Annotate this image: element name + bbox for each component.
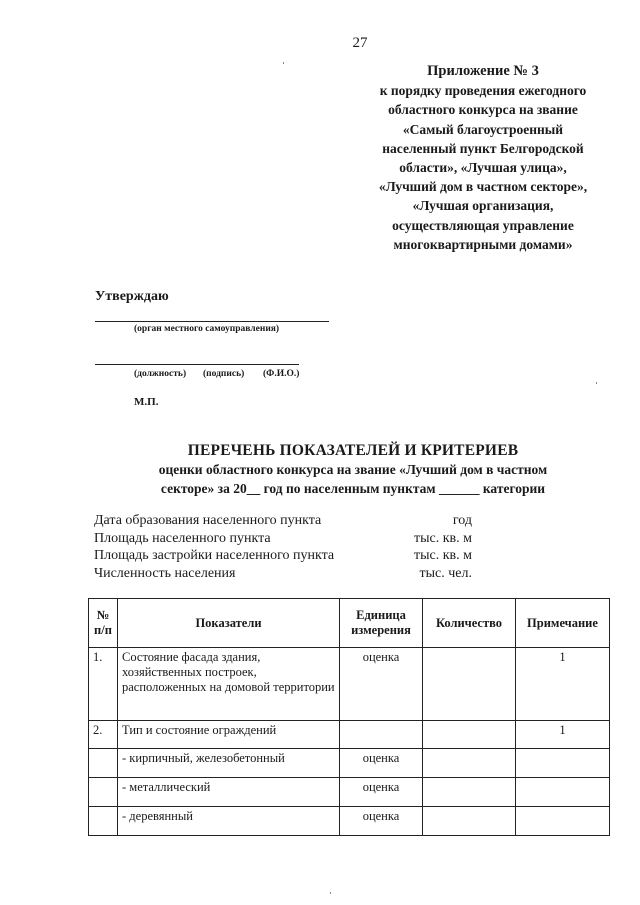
row-indicator: Тип и состояние ограждений — [118, 721, 340, 749]
header-note: Примечание — [516, 599, 610, 648]
scan-speck — [596, 382, 597, 384]
appendix-line: многоквартирными домами» — [393, 236, 573, 252]
row-indicator: Состояние фасада здания, хозяйственных построек, расположенных на домовой территории — [118, 648, 340, 721]
info-unit: тыс. чел. — [419, 565, 472, 581]
scan-speck — [330, 892, 331, 894]
document-title-line: секторе» за 20__ год по населенным пунктам ______ категории — [160, 481, 546, 496]
table-row — [89, 721, 610, 749]
approve-label: Утверждаю — [95, 289, 169, 304]
info-unit: тыс. кв. м — [413, 548, 472, 563]
header-unit: Единица измерения — [340, 599, 423, 648]
scan-speck — [283, 62, 284, 64]
document-title-main: ПЕРЕЧЕНЬ ПОКАЗАТЕЛЕЙ И КРИТЕРИЕВ — [187, 442, 519, 459]
appendix-header — [352, 62, 614, 254]
document-title-line: оценки областного конкурса на звание «Лучший дом в частном — [158, 462, 548, 477]
row-quantity — [423, 648, 516, 721]
row-indicator: - металлический — [118, 778, 340, 807]
authority-caption: (орган местного самоуправления) — [134, 324, 280, 334]
appendix-line: «Лучший дом в частном секторе», — [378, 179, 588, 195]
table-row — [89, 749, 610, 778]
header-quantity: Количество — [423, 599, 516, 648]
row-note: 1 — [516, 648, 610, 721]
row-unit — [340, 721, 423, 749]
row-note — [516, 807, 610, 836]
appendix-line: «Лучшая организация, — [412, 198, 554, 214]
row-num: 2. — [89, 721, 118, 749]
stamp-label: М.П. — [134, 396, 159, 408]
row-unit: оценка — [340, 807, 423, 836]
info-row — [94, 530, 472, 548]
row-indicator: - деревянный — [118, 807, 340, 836]
row-quantity — [423, 721, 516, 749]
appendix-line: населенный пункт Белгородской — [382, 140, 584, 156]
table-row — [89, 648, 610, 721]
position-caption: (должность) — [134, 369, 187, 379]
indicators-table — [88, 598, 610, 836]
row-note: 1 — [516, 721, 610, 749]
appendix-line: к порядку проведения ежегодного — [379, 83, 587, 99]
row-quantity — [423, 807, 516, 836]
table-row — [89, 807, 610, 836]
row-num — [89, 749, 118, 778]
info-label: Численность населения — [94, 565, 236, 581]
appendix-line: «Самый благоустроенный — [402, 121, 564, 137]
table-header-row — [89, 599, 610, 648]
row-unit: оценка — [340, 778, 423, 807]
info-row — [94, 565, 472, 583]
row-indicator: - кирпичный, железобетонный — [118, 749, 340, 778]
row-num — [89, 778, 118, 807]
info-row — [94, 512, 472, 530]
header-num: № п/п — [89, 599, 118, 648]
appendix-line: области», «Лучшая улица», — [399, 160, 567, 176]
appendix-line: осуществляющая управление — [392, 217, 574, 233]
row-quantity — [423, 749, 516, 778]
document-title — [120, 441, 586, 498]
row-note — [516, 778, 610, 807]
official-signature-line — [95, 364, 299, 365]
table-row — [89, 778, 610, 807]
info-label: Площадь населенного пункта — [94, 530, 271, 546]
header-indicator: Показатели — [118, 599, 340, 648]
row-unit: оценка — [340, 648, 423, 721]
info-unit: тыс. кв. м — [413, 530, 472, 546]
signature-caption: (подпись) — [203, 369, 245, 379]
row-quantity — [423, 778, 516, 807]
name-caption: (Ф.И.О.) — [263, 369, 300, 379]
authority-signature-line — [95, 321, 329, 322]
info-label: Площадь застройки населенного пункта — [94, 548, 335, 563]
appendix-line: областного конкурса на звание — [388, 102, 578, 118]
row-unit: оценка — [340, 749, 423, 778]
row-note — [516, 749, 610, 778]
appendix-title: Приложение № 3 — [427, 63, 539, 79]
info-label: Дата образования населенного пункта — [94, 513, 322, 528]
info-row — [94, 547, 472, 565]
page-number: 27 — [352, 35, 368, 51]
row-num: 1. — [89, 648, 118, 721]
settlement-info — [94, 512, 472, 582]
row-num — [89, 807, 118, 836]
info-unit: год — [452, 513, 472, 528]
